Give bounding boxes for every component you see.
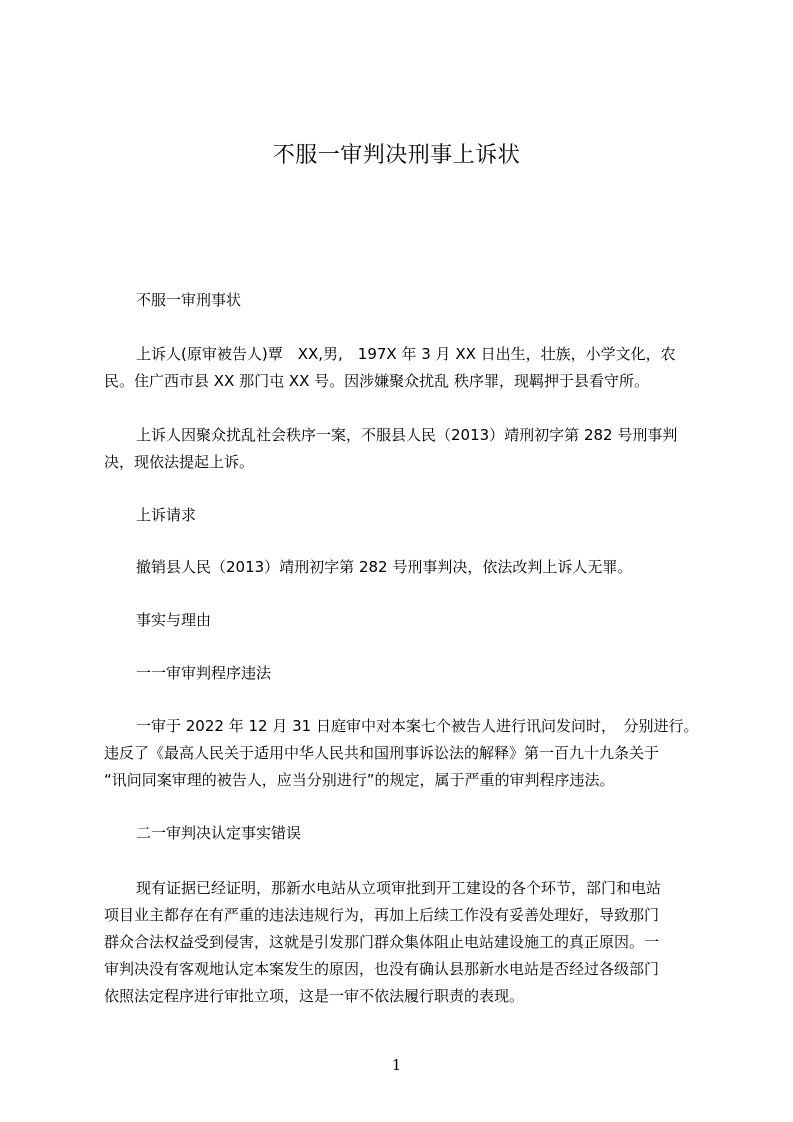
appeal-intro-line-2: 决，现依法提起上诉。 bbox=[104, 453, 255, 471]
request-text: 撤销县人民（2013）靖刑初字第 282 号刑事判决，依法改判上诉人无罪。 bbox=[136, 558, 633, 576]
party-line-2: 民。住广西市县 XX 那门屯 XX 号。因涉嫌聚众扰乱 秩序罪，现羁押于县看守所。 bbox=[104, 372, 649, 390]
page-number: 1 bbox=[391, 1056, 402, 1074]
facts-heading: 事实与理由 bbox=[136, 611, 212, 629]
section-1-line-1: 一审于 2022 年 12 月 31 日庭审中对本案七个被告人进行讯问发问时， 分别进行。 bbox=[136, 717, 699, 735]
request-heading: 上诉请求 bbox=[136, 506, 197, 524]
section-2-line-4: 审判决没有客观地认定本案发生的原因，也没有确认县那新水电站是否经过各级部门 bbox=[104, 960, 660, 978]
section-2-heading: 二一审判决认定事实错误 bbox=[136, 824, 302, 842]
section-1-line-2: 违反了《最高人民关于适用中华人民共和国刑事诉讼法的解释》第一百九十九条关于 bbox=[104, 744, 660, 762]
section-2-line-5: 依照法定程序进行审批立项，这是一审不依法履行职责的表现。 bbox=[104, 987, 525, 1005]
party-line-1: 上诉人(原审被告人)覃 XX,男, 197X 年 3 月 XX 日出生，壮族，小学文化，农 bbox=[136, 345, 676, 363]
section-2-line-3: 群众合法权益受到侵害，这就是引发那门群众集体阻止电站建设施工的真正原因。一 bbox=[104, 933, 660, 951]
section-1-line-3: “讯问同案审理的被告人，应当分别进行”的规定，属于严重的审判程序违法。 bbox=[104, 771, 615, 789]
section-2-line-1: 现有证据已经证明，那新水电站从立项审批到开工建设的各个环节，部门和电站 bbox=[136, 879, 662, 897]
document-heading: 不服一审刑事状 bbox=[136, 291, 242, 309]
section-2-line-2: 项目业主都存在有严重的违法违规行为，再加上后续工作没有妥善处理好，导致那门 bbox=[104, 906, 660, 924]
document-title: 不服一审判决刑事上诉状 bbox=[272, 143, 521, 168]
appeal-intro-line-1: 上诉人因聚众扰乱社会秩序一案，不服县人民（2013）靖刑初字第 282 号刑事判 bbox=[136, 426, 678, 444]
section-1-heading: 一一审审判程序违法 bbox=[136, 664, 272, 682]
